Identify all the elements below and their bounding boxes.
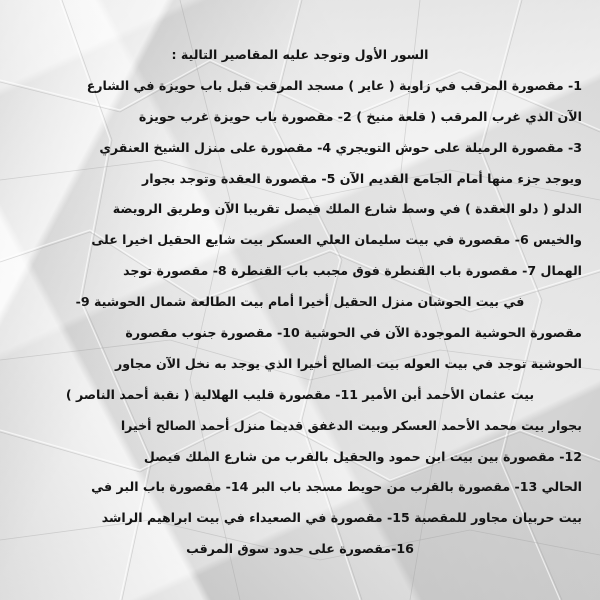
document-heading: السور الأول وتوجد عليه المقاصير التالية : (171, 47, 429, 62)
text-line: الدلو ( دلو العقدة ) في وسط شارع الملك فيصل تقريبا الآن وطريق الرويضة (112, 201, 582, 217)
text-line: بجوار بيت محمد الأحمد العسكر وبيت الدغفق قديما منزل أحمد الصالح أخيرا (120, 417, 582, 433)
text-line: الآن الذي غرب المرقب ( قلعة منيخ ) 2- مقصورة باب حويزة غرب حويزة (138, 108, 582, 124)
text-line: بيت حربيان مجاور للمقصبة 15- مقصورة في الصعيداء في بيت ابراهيم الراشد (101, 510, 582, 526)
text-line: الحوشية توجد في بيت العوله بيت الصالح أخيرا الذي يوجد به نخل الآن مجاور (114, 355, 582, 371)
text-line: 12- مقصورة بين بيت ابن حمود والحقيل بالقرب من شارع الملك فيصل (143, 448, 582, 464)
text-line: 3- مقصورة الرميلة على حوش التويجري 4- مقصورة على منزل الشيخ العنقري (99, 139, 582, 155)
text-line: 1- مقصورة المرقب في زاوية ( عاير ) مسجد المرقب قبل باب حويزة في الشارع (86, 77, 582, 93)
text-line: ويوجد جزء منها أمام الجامع القديم الآن 5- مقصورة العقدة وتوجد بجوار (142, 170, 582, 186)
text-line: الهمال 7- مقصورة باب القنطرة فوق مجبب باب القنطرة 8- مقصورة توجد (123, 263, 582, 279)
document-text (18, 40, 582, 565)
text-line: مقصورة الحوشية الموجودة الآن في الحوشية 10- مقصورة جنوب مقصورة (125, 325, 582, 341)
text-line: الحالي 13- مقصورة بالقرب من حويط مسجد باب البر 14- مقصورة باب البر في (91, 479, 582, 495)
text-line: والخيس 6- مقصورة في بيت سليمان العلي العسكر بيت شايع الحقيل اخيرا على (91, 232, 582, 248)
text-line: بيت عثمان الأحمد أبن الأمير 11- مقصورة قليب الهلالية ( نقبة أحمد الناصر ) (65, 386, 535, 402)
text-line: 16-مقصورة على حدود سوق المرقب (186, 541, 414, 557)
text-line: في بيت الحوشان منزل الحقيل أخيرا أمام بيت الطالعة شمال الحوشية 9- (75, 294, 525, 310)
